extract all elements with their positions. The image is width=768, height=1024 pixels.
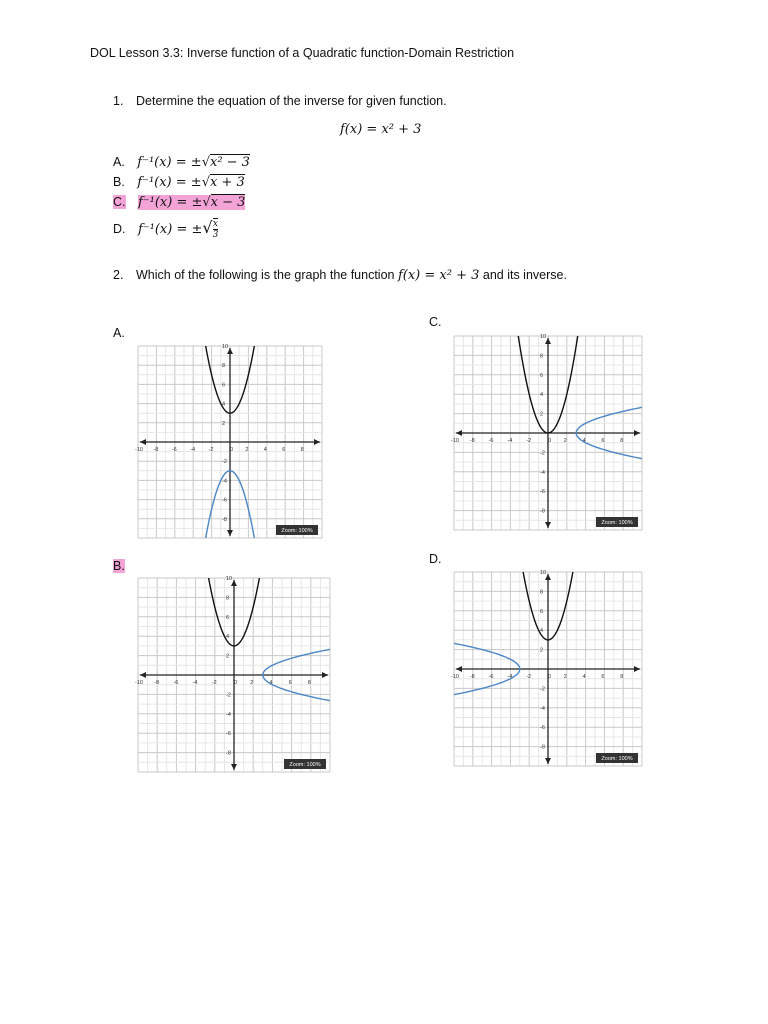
page-title: DOL Lesson 3.3: Inverse function of a Quadratic function-Domain Restriction	[90, 46, 515, 60]
option-letter: A.	[113, 155, 125, 169]
x-tick-label: 8	[620, 674, 624, 680]
graph-d	[451, 570, 642, 766]
q1-option-c[interactable]: C. f⁻¹(x) = ±√x − 3	[113, 195, 246, 210]
option-lhs: f⁻¹(x) = ±	[137, 175, 202, 190]
x-axis-arrow	[314, 439, 320, 445]
x-tick-label: -8	[469, 438, 475, 444]
y-tick-label: -4	[222, 478, 227, 485]
graph-c-label[interactable]: C.	[429, 315, 442, 329]
y-tick-label: -4	[226, 711, 231, 718]
zoom-label: Zoom: 100%	[289, 762, 321, 768]
x-tick-label: -8	[153, 447, 159, 453]
x-tick-label: 4	[263, 447, 267, 453]
q1-number: 1.	[113, 94, 124, 108]
x-tick-label: 0	[230, 447, 234, 453]
y-tick-label: -2	[540, 450, 545, 457]
x-tick-label: -4	[192, 680, 198, 686]
q1-given-function: f(x) = x² + 3	[340, 122, 422, 137]
x-tick-label: 6	[282, 447, 286, 453]
y-tick-label: 2	[226, 653, 230, 660]
q1-option-d[interactable]: D. f⁻¹(x) = ±√ $\frac{x}{3}$	[113, 218, 219, 240]
x-tick-label: 2	[245, 447, 249, 453]
x-tick-label: -8	[469, 674, 475, 680]
q2-text	[136, 268, 567, 283]
y-tick-label: 8	[226, 595, 230, 602]
x-tick-label: 6	[601, 438, 605, 444]
y-tick-label: 6	[222, 382, 226, 389]
y-tick-label: 4	[540, 392, 544, 399]
x-tick-label: -4	[190, 447, 196, 453]
q2-function: f(x) = x² + 3	[397, 268, 480, 283]
y-tick-label: -6	[226, 731, 231, 738]
y-tick-label: 4	[222, 401, 226, 408]
y-axis-arrow	[227, 530, 233, 536]
q2-number: 2.	[113, 268, 124, 282]
x-axis-arrow	[456, 430, 462, 436]
x-tick-label: -4	[507, 674, 513, 680]
zoom-label: Zoom: 100%	[281, 528, 313, 534]
x-tick-label: 2	[563, 674, 567, 680]
y-tick-label: -2	[222, 459, 227, 466]
x-tick-label: -10	[135, 680, 143, 686]
x-axis-arrow	[140, 439, 146, 445]
y-tick-label: -8	[226, 750, 231, 757]
q1-option-a[interactable]: A. f⁻¹(x) = ±√x² − 3	[113, 155, 250, 170]
option-lhs: f⁻¹(x) = ±	[137, 195, 203, 210]
y-axis-arrow	[545, 522, 551, 528]
q1-option-b[interactable]: B. f⁻¹(x) = ±√x + 3	[113, 175, 245, 190]
zoom-label: Zoom: 100%	[601, 756, 633, 762]
graph-d-label[interactable]: D.	[429, 552, 442, 566]
x-tick-label: -2	[211, 680, 217, 686]
option-radicand: x² − 3	[209, 155, 250, 170]
x-tick-label: 4	[582, 438, 586, 444]
y-tick-label: -2	[540, 686, 545, 693]
x-tick-label: 8	[307, 680, 311, 686]
x-axis-arrow	[456, 666, 462, 672]
y-tick-label: 2	[222, 420, 226, 427]
x-axis-arrow	[634, 430, 640, 436]
x-tick-label: -2	[208, 447, 214, 453]
y-tick-label: 2	[540, 647, 544, 654]
x-tick-label: -10	[135, 447, 143, 453]
y-tick-label: 8	[540, 589, 544, 596]
y-tick-label: -8	[540, 508, 545, 515]
y-tick-label: -6	[540, 489, 545, 496]
option-frac-den: 3	[212, 230, 219, 240]
y-tick-label: 4	[226, 634, 230, 641]
y-tick-label: 6	[540, 372, 544, 379]
graph-a-label[interactable]: A.	[113, 326, 125, 340]
y-tick-label: -6	[222, 497, 227, 504]
y-axis-arrow	[545, 758, 551, 764]
option-lhs: f⁻¹(x) = ±	[137, 155, 202, 170]
x-tick-label: 6	[288, 680, 292, 686]
x-tick-label: 6	[601, 674, 605, 680]
option-lhs: f⁻¹(x) = ±	[137, 222, 203, 238]
y-tick-label: 8	[540, 353, 544, 360]
option-letter: C.	[113, 195, 126, 209]
option-radicand: x − 3	[210, 195, 246, 210]
x-tick-label: 8	[300, 447, 304, 453]
x-axis-arrow	[634, 666, 640, 672]
q2-text-after: and its inverse.	[482, 268, 567, 282]
x-tick-label: -6	[488, 438, 494, 444]
x-tick-label: 0	[234, 680, 238, 686]
x-tick-label: 2	[563, 438, 567, 444]
x-axis-arrow	[322, 672, 328, 678]
y-tick-label: -2	[226, 692, 231, 699]
y-tick-label: 2	[540, 411, 544, 418]
option-radicand: x + 3	[209, 175, 245, 190]
x-tick-label: -10	[451, 674, 459, 680]
zoom-label: Zoom: 100%	[601, 520, 633, 526]
graph-a	[135, 344, 322, 538]
y-tick-label: -4	[540, 705, 545, 712]
q1-text: Determine the equation of the inverse for given function.	[136, 94, 447, 108]
y-tick-label: 10	[226, 576, 233, 582]
y-tick-label: 8	[222, 363, 226, 370]
x-tick-label: 4	[269, 680, 273, 686]
x-tick-label: -6	[171, 447, 177, 453]
q2-text-before: Which of the following is the graph the function	[136, 268, 395, 282]
graph-b-label[interactable]: B.	[113, 559, 125, 573]
x-tick-label: 0	[548, 438, 552, 444]
y-tick-label: 10	[540, 570, 547, 576]
x-tick-label: 0	[548, 674, 552, 680]
x-tick-label: -4	[507, 438, 513, 444]
graph-c	[451, 334, 642, 530]
option-frac-num: x	[212, 219, 218, 229]
option-letter: B.	[113, 175, 125, 189]
x-tick-label: -10	[451, 438, 459, 444]
x-tick-label: -2	[526, 674, 532, 680]
y-tick-label: 6	[226, 614, 230, 621]
x-tick-label: 4	[582, 674, 586, 680]
x-tick-label: -6	[173, 680, 179, 686]
x-axis-arrow	[140, 672, 146, 678]
y-tick-label: -8	[222, 516, 227, 523]
y-tick-label: 6	[540, 608, 544, 615]
x-tick-label: -2	[526, 438, 532, 444]
y-tick-label: 10	[540, 334, 547, 340]
y-tick-label: 4	[540, 628, 544, 635]
y-tick-label: -6	[540, 725, 545, 732]
y-axis-arrow	[231, 764, 237, 770]
x-tick-label: -8	[154, 680, 160, 686]
y-tick-label: -4	[540, 469, 545, 476]
x-tick-label: 8	[620, 438, 624, 444]
option-letter: D.	[113, 222, 126, 237]
x-tick-label: -6	[488, 674, 494, 680]
y-tick-label: -8	[540, 744, 545, 751]
x-tick-label: 2	[250, 680, 254, 686]
graph-b	[135, 576, 330, 772]
y-tick-label: 10	[222, 344, 229, 350]
